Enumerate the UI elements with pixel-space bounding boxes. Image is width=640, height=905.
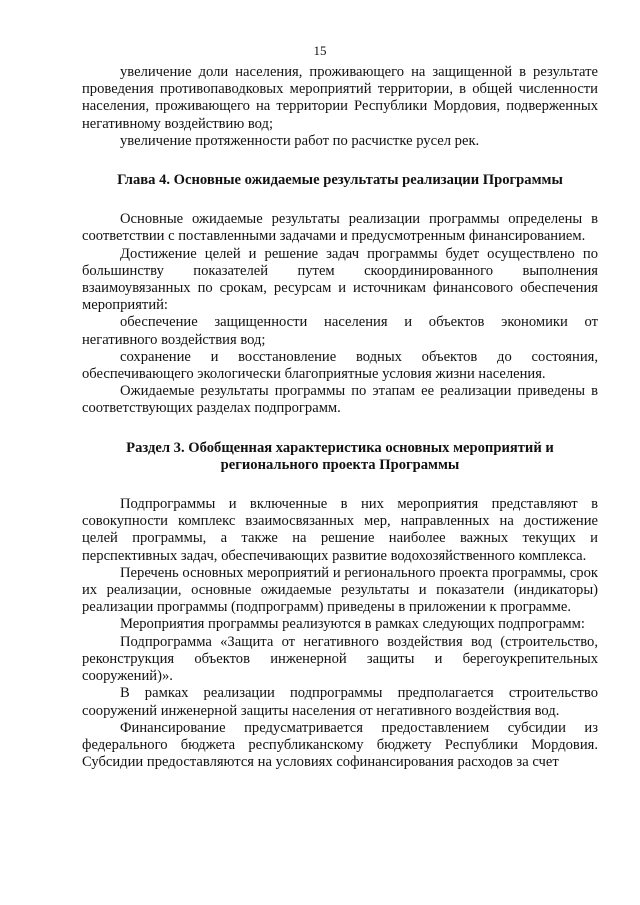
paragraph: увеличение протяженности работ по расчистке русел рек. (120, 132, 480, 149)
document-body (82, 64, 598, 771)
page-number: 15 (313, 43, 327, 58)
paragraph: увеличение доли населения, проживающего на защищенной в результате проведения противопаводковых мероприятий территории, в общей численности населения, проживающего на территории Республики Мордовия, подверженных негативному воздействию вод; (82, 64, 598, 132)
paragraph: Финансирование предусматривается предоставлением субсидии из федерального бюджета республиканскому бюджету Республики Мордовия. Субсидии предоставляются на условиях софинансирования расходов за счет (82, 719, 598, 771)
paragraph: сохранение и восстановление водных объектов до состояния, обеспечивающего экологически благоприятные условия жизни населения. (82, 348, 598, 383)
paragraph: Подпрограмма «Защита от негативного воздействия вод (строительство, реконструкция объектов инженерной защиты и берегоукрепительных сооружений)». (82, 633, 598, 685)
paragraph: Основные ожидаемые результаты реализации программы определены в соответствии с поставленными задачами и предусмотренным финансированием. (82, 211, 598, 245)
section-heading-line2: регионального проекта Программы (220, 456, 460, 473)
paragraph: Ожидаемые результаты программы по этапам ее реализации приведены в соответствующих разделах подпрограмм. (82, 383, 598, 417)
paragraph: Перечень основных мероприятий и регионального проекта программы, срок их реализации, основные ожидаемые результаты и показатели (индикаторы) реализации программы (подпрограмм) приведены в приложении к программе. (82, 564, 598, 616)
section-heading (82, 440, 598, 474)
chapter-heading: Глава 4. Основные ожидаемые результаты реализации Программы (117, 172, 563, 189)
paragraph: Подпрограммы и включенные в них мероприятия представляют в совокупности комплекс взаимосвязанных мер, направленных на достижение целей программы, а также на решение наиболее важных текущих и перспективных задач, обеспечивающих развитие водохозяйственного комплекса. (82, 496, 598, 564)
paragraph: обеспечение защищенности населения и объектов экономики от негативного воздействия вод; (82, 314, 598, 348)
paragraph: Мероприятия программы реализуются в рамках следующих подпрограмм: (120, 616, 585, 633)
paragraph: В рамках реализации подпрограммы предполагается строительство сооружений инженерной защиты населения от негативного воздействия вод. (82, 685, 598, 719)
paragraph: Достижение целей и решение задач программы будет осуществлено по большинству показателей путем скоординированного выполнения взаимоувязанных по срокам, ресурсам и источникам финансового обеспечения мероприятий: (82, 245, 598, 314)
section-heading-line1: Раздел 3. Обобщенная характеристика основных мероприятий и (126, 439, 554, 456)
